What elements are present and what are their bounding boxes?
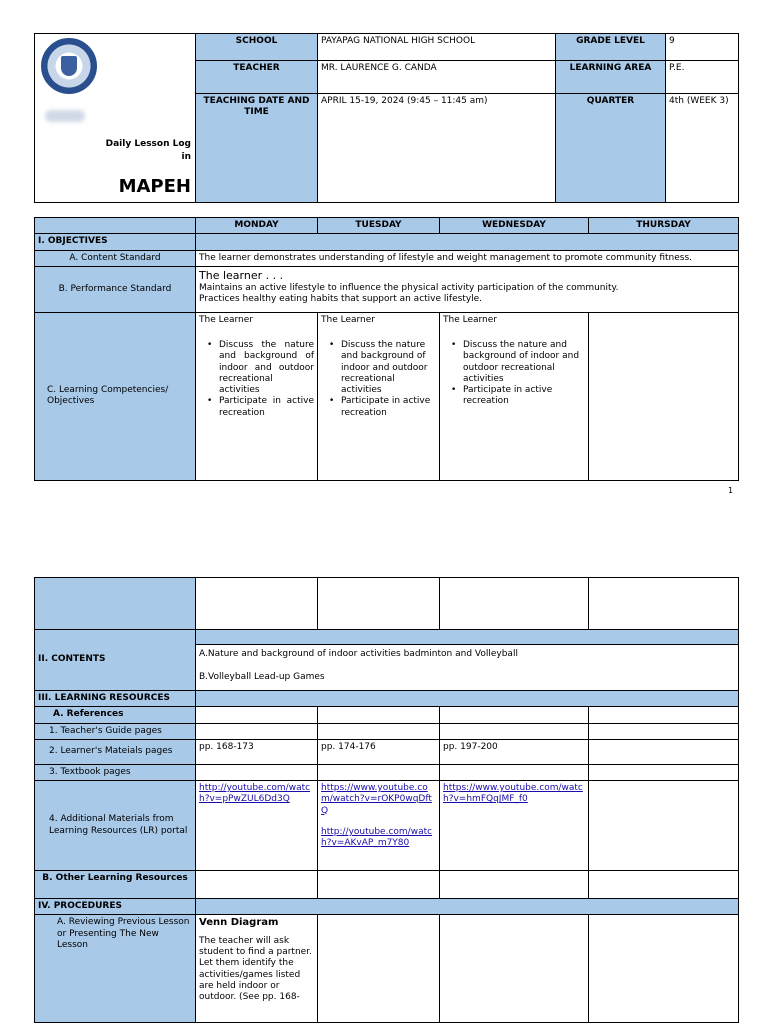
youtube-link-monday[interactable]: http://youtube.com/watch?v=pPwZUL6Dd3Q [199, 783, 311, 805]
content-standard-label: A. Content Standard [35, 250, 196, 266]
youtube-link-wednesday[interactable]: https://www.youtube.com/watch?v=hmFQqJMF_f0 [443, 783, 583, 805]
reviewing-label: A. Reviewing Previous Lesson or Presenting The New Lesson [35, 915, 196, 1023]
date-value: APRIL 15-19, 2024 (9:45 – 11:45 am) [318, 94, 556, 203]
lm-tuesday: pp. 174-176 [318, 739, 440, 764]
competency-monday [196, 312, 318, 480]
competency-list-monday [199, 340, 314, 419]
subject-title: MAPEH [118, 176, 191, 197]
list-item: • Discuss the nature and background of indoor and outdoor recreational activities [199, 340, 314, 396]
objectives-table [34, 217, 739, 481]
competency-wednesday [440, 312, 589, 480]
header-table [34, 33, 739, 203]
teachers-guide-label: 1. Teacher's Guide pages [35, 723, 196, 739]
content-standard-text: The learner demonstrates understanding of lifestyle and weight management to promote community fitness. [196, 250, 739, 266]
dll-in: in [181, 151, 191, 162]
contents-line-2: B.Volleyball Lead-up Games [199, 672, 325, 683]
deped-seal-icon [41, 38, 97, 94]
list-item: • Discuss the nature and background of indoor and outdoor recreational activities [443, 340, 585, 385]
objectives-heading: I. OBJECTIVES [35, 234, 196, 250]
school-value: PAYAPAG NATIONAL HIGH SCHOOL [318, 34, 556, 61]
references-label: A. References [35, 707, 196, 723]
resources-table [34, 577, 739, 1023]
venn-text: The teacher will ask student to find a partner. Let them identify the activities/games listed are held indoor or outdoor. (See pp. 168- [199, 935, 312, 1002]
competency-list-tuesday [321, 340, 436, 419]
performance-standard-label: B. Performance Standard [35, 266, 196, 312]
logo-cell [35, 34, 196, 203]
reviewing-monday [196, 915, 318, 1023]
day-wednesday: WEDNESDAY [440, 218, 589, 234]
competency-tuesday [318, 312, 440, 480]
page-number: 1 [728, 486, 734, 495]
day-tuesday: TUESDAY [318, 218, 440, 234]
youtube-link-tuesday-1[interactable]: https://www.youtube.com/watch?v=rOKP0wqDftQ [321, 783, 432, 816]
other-resources-label: B. Other Learning Resources [35, 871, 196, 899]
learner-label: The Learner [321, 314, 375, 325]
grade-label: GRADE LEVEL [556, 34, 666, 61]
contents-line-1: A.Nature and background of indoor activities badminton and Volleyball [199, 649, 518, 659]
date-label: TEACHING DATE AND TIME [196, 94, 318, 203]
venn-title: Venn Diagram [199, 917, 279, 929]
quarter-label: QUARTER [556, 94, 666, 203]
performance-standard-cell [196, 266, 739, 312]
learner-label: The Learner [199, 314, 253, 325]
performance-line-2: Maintains an active lifestyle to influence the physical activity participation of the community. [199, 282, 619, 293]
competency-label: C. Learning Competencies/ Objectives [35, 312, 196, 480]
performance-line-1: The learner . . . [199, 268, 284, 282]
learner-label: The Learner [443, 314, 497, 325]
resources-heading: III. LEARNING RESOURCES [35, 691, 196, 707]
area-label: LEARNING AREA [556, 61, 666, 94]
teacher-value: MR. LAURENCE G. CANDA [318, 61, 556, 94]
list-item: • Participate in active recreation [199, 396, 314, 419]
lm-wednesday: pp. 197-200 [440, 739, 589, 764]
list-item: • Discuss the nature and background of indoor and outdoor recreational activities [321, 340, 436, 396]
dll-title: Daily Lesson Log [105, 139, 191, 149]
blurred-region [45, 110, 85, 122]
list-item: • Participate in active recreation [443, 385, 585, 408]
contents-cell [196, 645, 739, 691]
contents-heading: II. CONTENTS [38, 654, 106, 665]
grade-value: 9 [666, 34, 739, 61]
area-value: P.E. [666, 61, 739, 94]
competency-list-wednesday [443, 340, 585, 408]
school-label: SCHOOL [196, 34, 318, 61]
additional-materials-label: 4. Additional Materials from Learning Resources (LR) portal [35, 781, 196, 871]
day-thursday: THURSDAY [589, 218, 739, 234]
learners-materials-label: 2. Learner's Mateials pages [35, 739, 196, 764]
list-item: • Participate in active recreation [321, 396, 436, 419]
performance-line-3: Practices healthy eating habits that support an active lifestyle. [199, 293, 483, 304]
competency-thursday [589, 312, 739, 480]
lm-monday: pp. 168-173 [196, 739, 318, 764]
textbook-label: 3. Textbook pages [35, 764, 196, 780]
youtube-link-tuesday-2[interactable]: http://youtube.com/watch?v=AKvAP_m7Y80 [321, 826, 433, 848]
procedures-heading: IV. PROCEDURES [35, 899, 196, 915]
quarter-value: 4th (WEEK 3) [666, 94, 739, 203]
teacher-label: TEACHER [196, 61, 318, 94]
day-monday: MONDAY [196, 218, 318, 234]
